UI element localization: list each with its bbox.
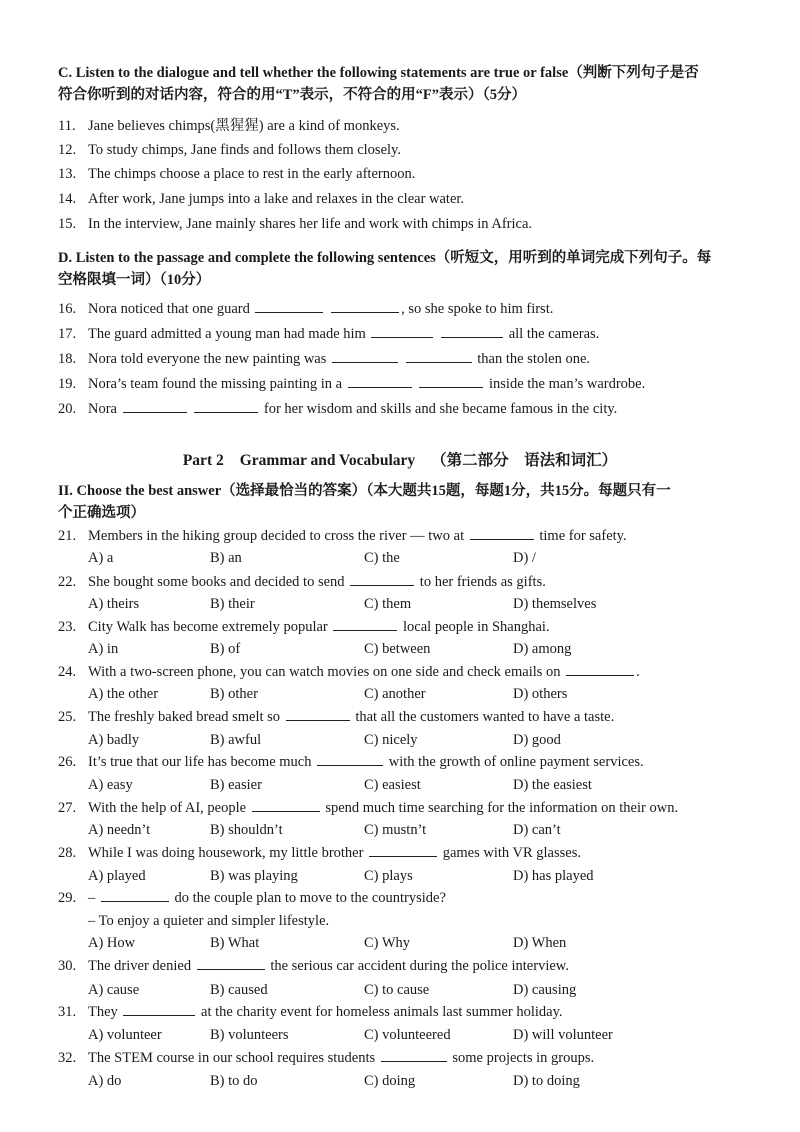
question-stem-before: With a two-screen phone, you can watch movies on one side and check emails on [88, 664, 561, 680]
answer-blank[interactable] [470, 526, 534, 540]
section-c-heading-line1: C. Listen to the dialogue and tell whether the following statements are true or false（判断下列句子是否 [58, 65, 699, 81]
option-c[interactable]: C) Why [364, 935, 411, 951]
answer-blank[interactable] [350, 572, 414, 586]
section-ii-heading-line1: II. Choose the best answer（选择最恰当的答案）（本大题共15题，每题1分，共15分。每题只有一 [58, 483, 671, 499]
option-a[interactable]: A) How [88, 935, 136, 951]
option-c[interactable]: C) nicely [364, 732, 418, 748]
option-c[interactable]: C) doing [364, 1073, 416, 1089]
item-number: 19. [58, 376, 77, 392]
section-c-heading [58, 62, 748, 106]
sentence-after: all the cameras. [508, 326, 600, 342]
question-number: 24. [58, 664, 77, 680]
part-title-cn: （第二部分 语法和词汇） [431, 452, 618, 469]
statement-text: In the interview, Jane mainly shares her life and work with chimps in Africa. [88, 216, 532, 232]
item-number: 17. [58, 326, 77, 342]
option-b[interactable]: B) easier [210, 777, 262, 793]
question-number: 32. [58, 1050, 77, 1066]
statement-text: After work, Jane jumps into a lake and relaxes in the clear water. [88, 191, 465, 207]
part-label: Part 2 [182, 452, 224, 469]
option-b[interactable]: B) awful [210, 732, 262, 748]
answer-blank[interactable] [101, 888, 169, 902]
question-number: 31. [58, 1004, 77, 1020]
option-a[interactable]: A) a [88, 550, 114, 566]
question-number: 27. [58, 800, 77, 816]
answer-blank[interactable] [123, 1002, 195, 1016]
section-ii-heading-line2: 个正确选项） [58, 505, 145, 521]
option-a[interactable]: A) cause [88, 982, 140, 998]
question-number: 25. [58, 709, 77, 725]
dialogue-reply: – To enjoy a quieter and simpler lifestyle. [88, 913, 330, 929]
option-d[interactable]: D) among [513, 641, 572, 657]
answer-blank[interactable] [331, 299, 399, 313]
sentence-16 [58, 299, 748, 319]
statement-text: To study chimps, Jane finds and follows them closely. [88, 142, 401, 158]
section-d-heading [58, 247, 748, 291]
statement-15 [58, 214, 748, 234]
question-stem-before: It’s true that our life has become much [88, 754, 312, 770]
sentence-before: Nora told everyone the new painting was [88, 351, 327, 367]
section-d-heading-line2: 空格限填一词）（10分） [58, 272, 211, 288]
answer-blank[interactable] [255, 299, 323, 313]
sentence-after: , so she spoke to him first. [401, 301, 554, 317]
option-c[interactable]: C) plays [364, 868, 413, 884]
option-b[interactable]: B) other [210, 686, 258, 702]
option-c[interactable]: C) mustn’t [364, 822, 427, 838]
option-d[interactable]: D) themselves [513, 596, 597, 612]
statement-13 [58, 164, 748, 184]
question-stem-after: . [636, 664, 640, 680]
sentence-17 [58, 324, 748, 344]
question-24 [58, 662, 748, 682]
question-stem-before: The freshly baked bread smelt so [88, 709, 281, 725]
statement-text: Jane believes chimps(黑猩猩) are a kind of monkeys. [88, 118, 400, 134]
question-32 [58, 1048, 748, 1068]
answer-blank[interactable] [406, 349, 472, 363]
answer-blank[interactable] [332, 349, 398, 363]
item-number: 13. [58, 166, 77, 182]
question-stem-after: games with VR glasses. [442, 845, 581, 861]
item-number: 16. [58, 301, 77, 317]
option-c[interactable]: C) to cause [364, 982, 430, 998]
option-b[interactable]: B) volunteers [210, 1027, 289, 1043]
option-a[interactable]: A) needn’t [88, 822, 151, 838]
answer-blank[interactable] [371, 324, 433, 338]
question-number: 29. [58, 890, 77, 906]
question-stem-before: With the help of AI, people [88, 800, 247, 816]
answer-blank[interactable] [333, 617, 397, 631]
answer-blank[interactable] [441, 324, 503, 338]
sentence-18 [58, 349, 748, 369]
option-c[interactable]: C) between [364, 641, 431, 657]
question-stem-before: While I was doing housework, my little brother [88, 845, 364, 861]
answer-blank[interactable] [194, 399, 258, 413]
option-a[interactable]: A) theirs [88, 596, 140, 612]
part-title-en: Grammar and Vocabulary [239, 452, 416, 469]
answer-blank[interactable] [123, 399, 187, 413]
option-a[interactable]: A) easy [88, 777, 133, 793]
item-number: 14. [58, 191, 77, 207]
question-stem-after: at the charity event for homeless animals last summer holiday. [201, 1004, 563, 1020]
item-number: 20. [58, 401, 77, 417]
option-d[interactable]: D) When [513, 935, 567, 951]
item-number: 12. [58, 142, 77, 158]
option-c[interactable]: C) the [364, 550, 400, 566]
question-stem-after: to her friends as gifts. [419, 574, 546, 590]
question-stem-before: City Walk has become extremely popular [88, 619, 328, 635]
answer-blank[interactable] [197, 956, 265, 970]
question-28 [58, 843, 748, 863]
question-31 [58, 1002, 748, 1022]
question-stem-before: She bought some books and decided to send [88, 574, 345, 590]
question-stem-before: The driver denied [88, 958, 192, 974]
question-30 [58, 956, 748, 976]
statement-text: The chimps choose a place to rest in the early afternoon. [88, 166, 416, 182]
question-22 [58, 572, 748, 592]
option-b[interactable]: B) an [210, 550, 242, 566]
sentence-before: Nora [88, 401, 117, 417]
answer-blank[interactable] [286, 707, 350, 721]
question-stem-after: some projects in groups. [452, 1050, 595, 1066]
option-a[interactable]: A) volunteer [88, 1027, 162, 1043]
option-d[interactable]: D) will volunteer [513, 1027, 613, 1043]
question-stem-before: The STEM course in our school requires students [88, 1050, 376, 1066]
item-number: 11. [58, 118, 76, 134]
question-21 [58, 526, 748, 546]
option-b[interactable]: B) of [210, 641, 241, 657]
sentence-19 [58, 374, 748, 394]
option-b[interactable]: B) shouldn’t [210, 822, 283, 838]
question-23 [58, 617, 748, 637]
question-stem-before: They [88, 1004, 118, 1020]
question-stem-after: do the couple plan to move to the countryside? [174, 890, 446, 906]
option-b[interactable]: B) was playing [210, 868, 298, 884]
statement-12 [58, 140, 748, 160]
option-b[interactable]: B) their [210, 596, 255, 612]
question-number: 26. [58, 754, 77, 770]
sentence-after: than the stolen one. [477, 351, 591, 367]
option-a[interactable]: A) badly [88, 732, 140, 748]
section-ii-heading [58, 480, 748, 524]
statement-14 [58, 189, 748, 209]
answer-blank[interactable] [369, 843, 437, 857]
option-b[interactable]: B) caused [210, 982, 268, 998]
option-d[interactable]: D) can’t [513, 822, 561, 838]
sentence-after: inside the man’s wardrobe. [489, 376, 646, 392]
option-c[interactable]: C) easiest [364, 777, 421, 793]
section-c-heading-line2: 符合你听到的对话内容，符合的用“T”表示，不符合的用“F”表示）（5分） [58, 87, 527, 103]
option-d[interactable]: D) causing [513, 982, 577, 998]
question-29 [58, 888, 748, 908]
option-d[interactable]: D) / [513, 550, 536, 566]
answer-blank[interactable] [348, 374, 412, 388]
sentence-before: Nora’s team found the missing painting in a [88, 376, 343, 392]
part-2-title [0, 450, 800, 472]
question-stem-after: that all the customers wanted to have a taste. [355, 709, 615, 725]
statement-11 [58, 116, 748, 136]
question-stem-after: with the growth of online payment services. [388, 754, 644, 770]
question-stem-before: Members in the hiking group decided to cross the river — two at [88, 528, 465, 544]
question-number: 30. [58, 958, 77, 974]
question-stem-after: time for safety. [539, 528, 627, 544]
answer-blank[interactable] [317, 752, 383, 766]
option-d[interactable]: D) good [513, 732, 561, 748]
sentence-before: The guard admitted a young man had made him [88, 326, 366, 342]
question-number: 22. [58, 574, 77, 590]
question-26 [58, 752, 748, 772]
item-number: 15. [58, 216, 77, 232]
question-number: 28. [58, 845, 77, 861]
option-c[interactable]: C) another [364, 686, 426, 702]
option-b[interactable]: B) to do [210, 1073, 258, 1089]
item-number: 18. [58, 351, 77, 367]
question-number: 23. [58, 619, 77, 635]
answer-blank[interactable] [381, 1048, 447, 1062]
question-27 [58, 798, 748, 818]
option-b[interactable]: B) What [210, 935, 260, 951]
option-d[interactable]: D) the easiest [513, 777, 592, 793]
answer-blank[interactable] [566, 662, 634, 676]
option-c[interactable]: C) volunteered [364, 1027, 451, 1043]
section-d-heading-line1: D. Listen to the passage and complete the following sentences（听短文，用听到的单词完成下列句子。每 [58, 250, 712, 266]
option-a[interactable]: A) played [88, 868, 146, 884]
option-a[interactable]: A) in [88, 641, 119, 657]
option-c[interactable]: C) them [364, 596, 412, 612]
question-25 [58, 707, 748, 727]
option-d[interactable]: D) to doing [513, 1073, 580, 1089]
answer-blank[interactable] [419, 374, 483, 388]
sentence-20 [58, 399, 748, 419]
option-d[interactable]: D) has played [513, 868, 594, 884]
question-stem-after: local people in Shanghai. [403, 619, 550, 635]
question-stem-after: the serious car accident during the police interview. [270, 958, 569, 974]
option-d[interactable]: D) others [513, 686, 568, 702]
sentence-before: Nora noticed that one guard [88, 301, 250, 317]
sentence-after: for her wisdom and skills and she became famous in the city. [263, 401, 618, 417]
answer-blank[interactable] [252, 798, 320, 812]
question-stem-before: – [88, 890, 96, 906]
option-a[interactable]: A) the other [88, 686, 159, 702]
question-number: 21. [58, 528, 77, 544]
question-stem-after: spend much time searching for the information on their own. [325, 800, 679, 816]
option-a[interactable]: A) do [88, 1073, 122, 1089]
